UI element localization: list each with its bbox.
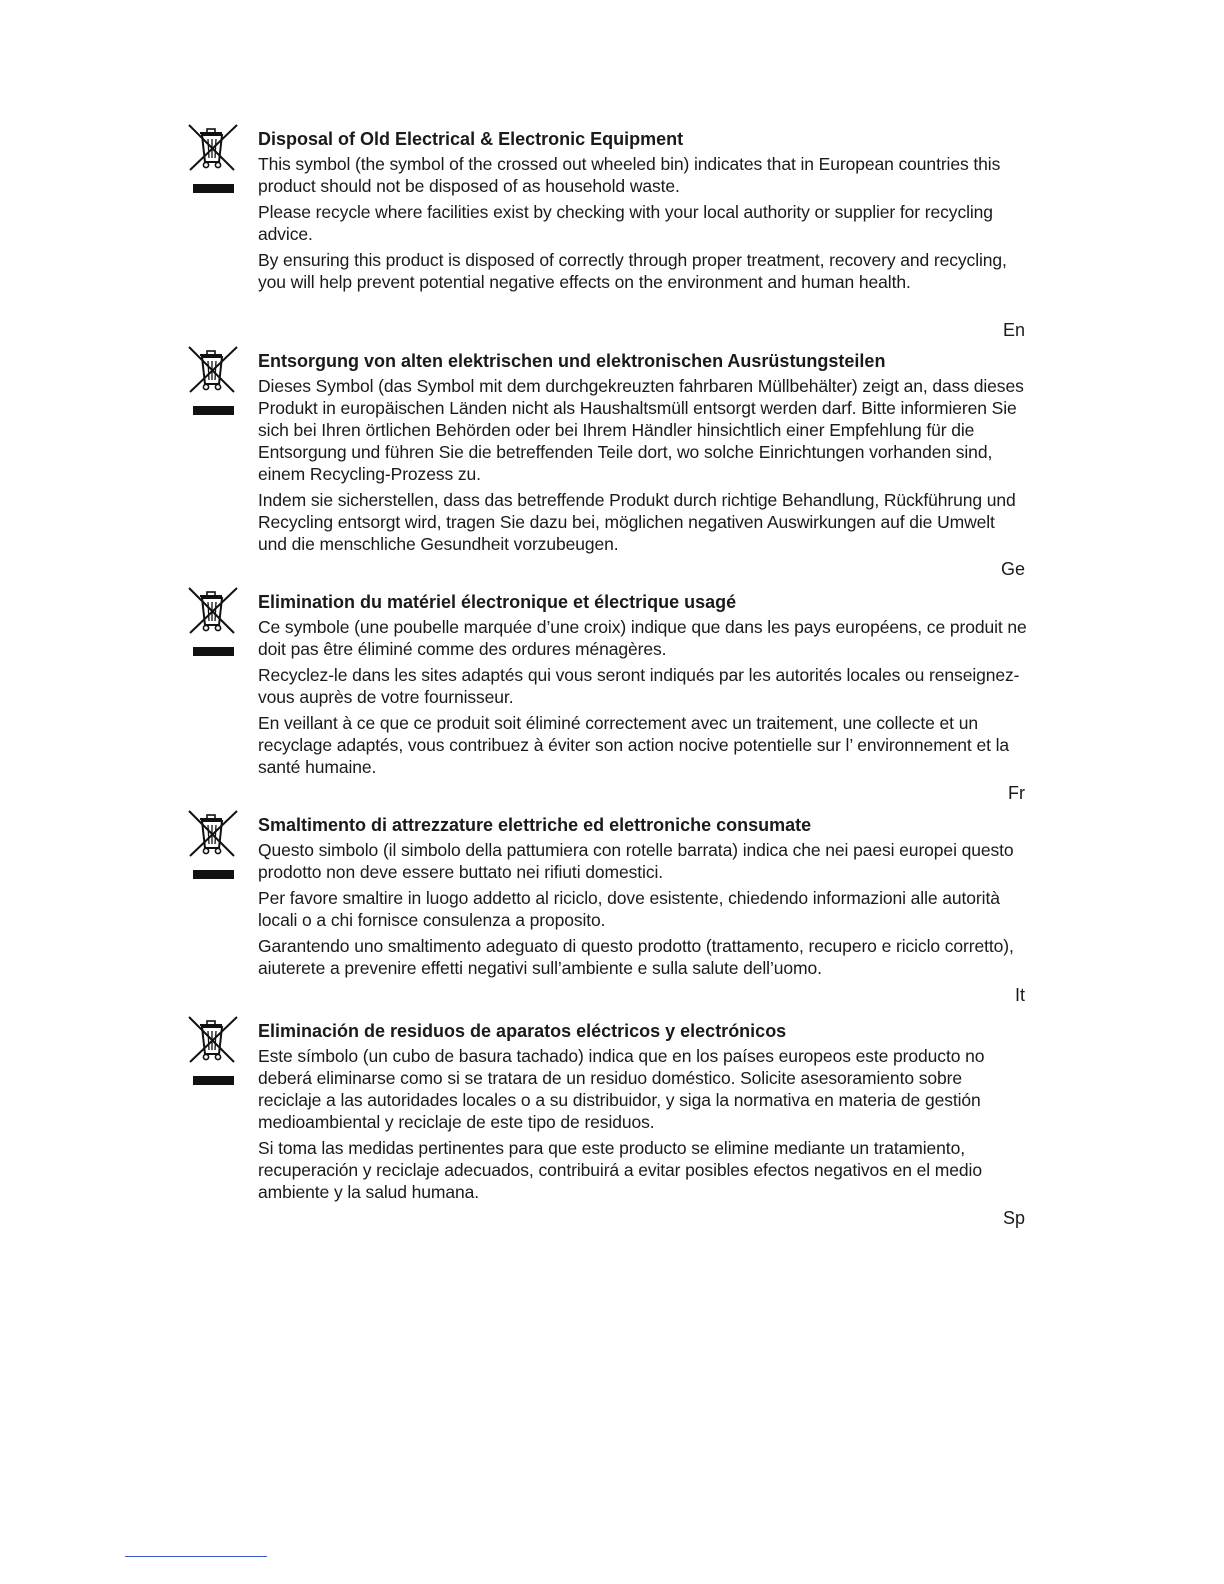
paragraph: Dieses Symbol (das Symbol mit dem durchgekreuzten fahrbaren Müllbehälter) zeigt an, dass dieses Produkt in europäischen Länden nicht als Haushaltsmüll entsorgt werden darf. Bitte informieren Sie sich bei Ihren örtlichen Behörden oder bei Ihrem Händler hinsichtlich einer Empfehlung für die Entsorgung und führen Sie die betreffenden Teile dort, wo solche Einrichtungen vorhanden sind, einem Recycling-Prozess zu. [258, 376, 1024, 484]
paragraph: Questo simbolo (il simbolo della pattumiera con rotelle barrata) indica che nei paesi europei questo prodotto non deve essere buttato nei rifiuti domestici. [258, 840, 1014, 882]
section-title: Smaltimento di attrezzature elettriche ed elettroniche consumate [258, 815, 812, 835]
crossed-out-wheeled-bin-icon [186, 124, 240, 196]
language-tag: It [1014, 985, 1025, 1005]
crossed-out-wheeled-bin-icon [186, 810, 240, 882]
footer-rule [125, 1556, 267, 1557]
language-tag: Fr [1008, 783, 1025, 803]
section-title: Elimination du matériel électronique et électrique usagé [258, 592, 737, 612]
paragraph: Indem sie sicherstellen, dass das betreffende Produkt durch richtige Behandlung, Rückführung und Recycling entsorgt wird, tragen Sie dazu bei, möglichen negativen Auswirkungen auf die Umwelt und die menschliche Gesundheit vorzubeugen. [258, 490, 1016, 554]
crossed-out-wheeled-bin-icon [186, 1016, 240, 1088]
paragraph: Este símbolo (un cubo de basura tachado) indica que en los países europeos este producto no deberá eliminarse como si se tratara de un residuo doméstico. Solicite asesoramiento sobre reciclaje a las autoridades locales o a su distribuidor, y siga la normativa en materia de gestión medioambiental y reciclaje de este tipo de residuos. [258, 1046, 985, 1132]
paragraph: Recyclez-le dans les sites adaptés qui vous seront indiqués par les autorités locales ou renseignez-vous auprès de votre fournisseur. [258, 665, 1020, 707]
language-tag: Sp [1002, 1208, 1025, 1228]
paragraph: Si toma las medidas pertinentes para que este producto se elimine mediante un tratamiento, recuperación y reciclaje adecuados, contribuirá a evitar posibles efectos negativos en el medio ambiente y la salud humana. [258, 1138, 982, 1202]
crossed-out-wheeled-bin-icon [186, 587, 240, 659]
paragraph: This symbol (the symbol of the crossed out wheeled bin) indicates that in European countries this product should not be disposed of as household waste. [258, 154, 1001, 196]
paragraph: By ensuring this product is disposed of correctly through proper treatment, recovery and recycling, you will help prevent potential negative effects on the environment and human health. [258, 250, 1007, 292]
crossed-out-wheeled-bin-icon [186, 346, 240, 418]
language-tag: Ge [1000, 559, 1025, 579]
paragraph: Ce symbole (une poubelle marquée d’une croix) indique que dans les pays européens, ce produit ne doit pas être éliminé comme des ordures ménagères. [258, 617, 1027, 659]
paragraph: En veillant à ce que ce produit soit éliminé correctement avec un traitement, une collecte et un recyclage adaptés, vous contribuez à éviter son action nocive potentielle sur l’ environnement et la santé humaine. [258, 713, 1010, 777]
section-title: Disposal of Old Electrical & Electronic Equipment [258, 129, 684, 149]
section-title: Entsorgung von alten elektrischen und elektronischen Ausrüstungsteilen [258, 351, 886, 371]
paragraph: Garantendo uno smaltimento adeguato di questo prodotto (trattamento, recupero e riciclo corretto), aiuterete a prevenire effetti negativi sull’ambiente e sulla salute dell’uomo. [258, 936, 1014, 978]
paragraph: Please recycle where facilities exist by checking with your local authority or supplier for recycling advice. [258, 202, 993, 244]
section-title: Eliminación de residuos de aparatos eléctricos y electrónicos [258, 1021, 787, 1041]
paragraph: Per favore smaltire in luogo addetto al riciclo, dove esistente, chiedendo informazioni alle autorità locali o a chi fornisce consulenza a proposito. [258, 888, 1000, 930]
language-tag: En [1002, 320, 1025, 340]
